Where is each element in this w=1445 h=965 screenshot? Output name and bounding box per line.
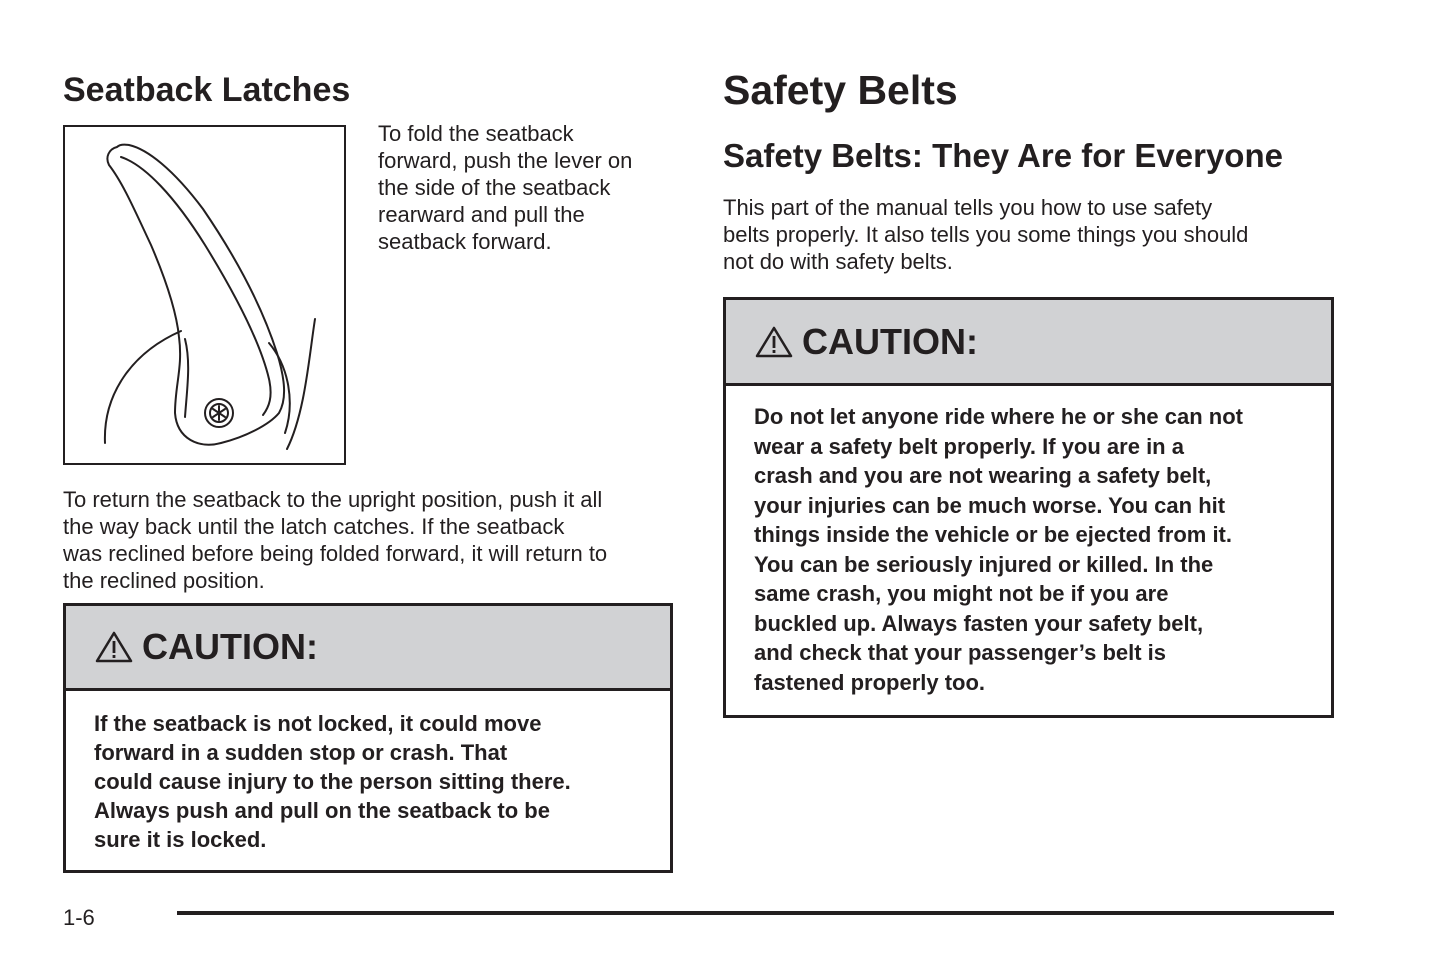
fold-line: To fold the seatback: [378, 121, 574, 146]
warning-triangle-icon: [754, 325, 794, 359]
caution-line: your injuries can be much worse. You can hit: [754, 492, 1226, 518]
return-line: the way back until the latch catches. If the seatback: [63, 514, 565, 539]
caution-header: [726, 300, 1331, 386]
fold-instructions: [378, 120, 678, 255]
caution-line: If the seatback is not locked, it could move: [94, 711, 542, 736]
caution-line: wear a safety belt properly. If you are in a: [754, 433, 1184, 459]
fold-line: rearward and pull the: [378, 202, 585, 227]
caution-line: You can be seriously injured or killed. In the: [754, 551, 1214, 577]
return-line: To return the seatback to the upright position, push it all: [63, 487, 603, 512]
seatback-lever-illustration-icon: [65, 127, 344, 463]
caution-line: could cause injury to the person sitting there.: [94, 769, 571, 794]
safety-belt-caution-box: [723, 297, 1334, 718]
fold-line: forward, push the lever on: [378, 148, 633, 173]
caution-text: [66, 691, 670, 854]
seatback-lever-figure: [63, 125, 346, 465]
intro-line: This part of the manual tells you how to use safety: [723, 195, 1213, 220]
intro-line: belts properly. It also tells you some things you should: [723, 222, 1249, 247]
safety-belts-heading: Safety Belts: [723, 67, 958, 113]
caution-line: fastened properly too.: [754, 669, 986, 695]
safety-belts-subheading: Safety Belts: They Are for Everyone: [723, 137, 1283, 174]
page-number: 1-6: [63, 905, 95, 930]
return-line: was reclined before being folded forward, it will return to: [63, 541, 608, 566]
caution-line: and check that your passenger’s belt is: [754, 640, 1167, 665]
caution-header: [66, 606, 670, 691]
return-line: the reclined position.: [63, 568, 265, 593]
caution-line: crash and you are not wearing a safety belt,: [754, 463, 1212, 488]
safety-belts-intro: [723, 194, 1343, 275]
seatback-latches-heading: Seatback Latches: [63, 71, 351, 109]
caution-label: CAUTION:: [142, 626, 318, 667]
warning-triangle-icon: [94, 630, 134, 664]
caution-line: same crash, you might not be if you are: [754, 581, 1169, 606]
caution-line: Do not let anyone ride where he or she can not: [754, 404, 1243, 429]
fold-line: seatback forward.: [378, 229, 552, 254]
seatback-caution-box: [63, 603, 673, 873]
caution-line: sure it is locked.: [94, 827, 267, 852]
caution-text: [726, 386, 1331, 697]
caution-line: things inside the vehicle or be ejected from it.: [754, 522, 1232, 547]
return-instructions: [63, 486, 683, 594]
caution-line: buckled up. Always fasten your safety belt,: [754, 610, 1204, 636]
fold-line: the side of the seatback: [378, 175, 611, 200]
intro-line: not do with safety belts.: [723, 249, 953, 274]
caution-line: Always push and pull on the seatback to be: [94, 798, 550, 823]
caution-line: forward in a sudden stop or crash. That: [94, 740, 508, 765]
caution-label: CAUTION:: [802, 320, 978, 362]
footer-rule: [177, 911, 1334, 915]
